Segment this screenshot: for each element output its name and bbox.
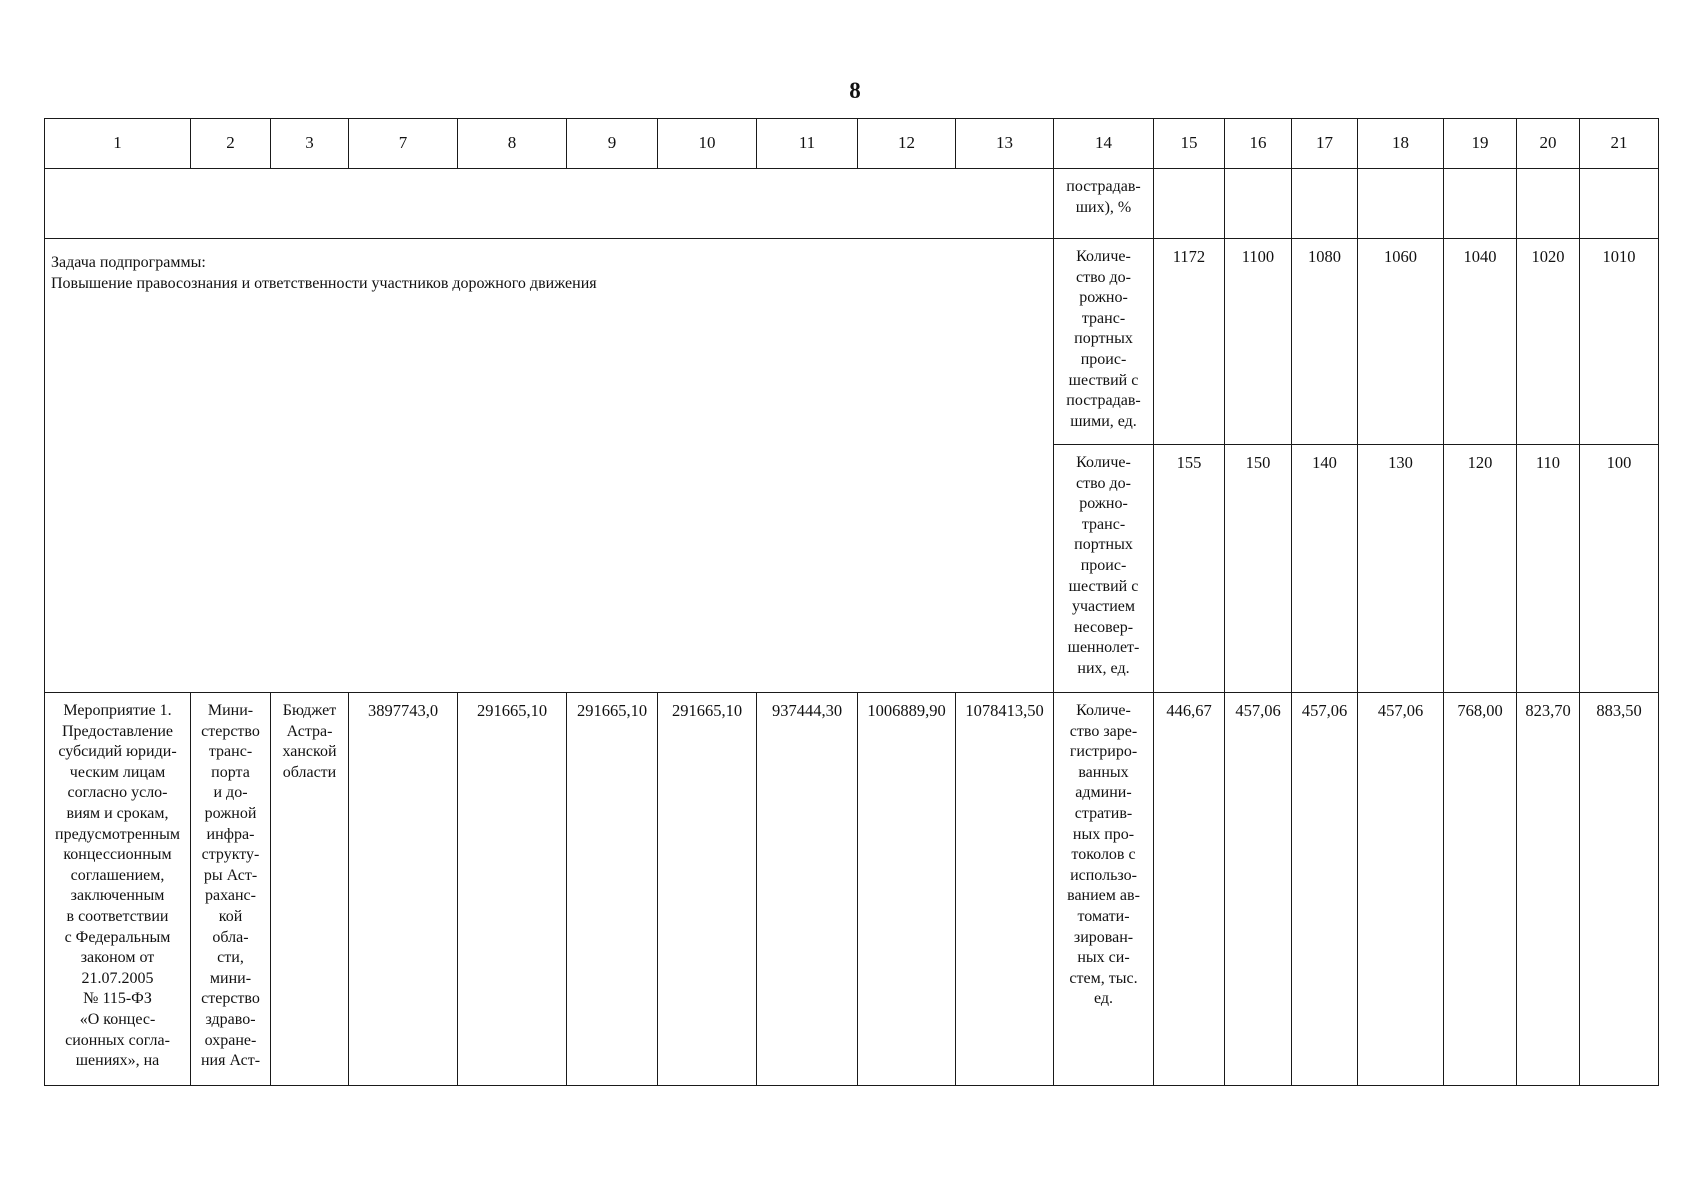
header-cell: 20 — [1517, 119, 1580, 169]
amount-cell: 1078413,50 — [956, 693, 1054, 1086]
value-cell: 120 — [1444, 445, 1517, 693]
value-cell: 155 — [1154, 445, 1225, 693]
header-cell: 13 — [956, 119, 1054, 169]
amount-cell: 291665,10 — [658, 693, 757, 1086]
amount-cell: 291665,10 — [458, 693, 567, 1086]
value-cell: 457,06 — [1225, 693, 1292, 1086]
value-cell: 457,06 — [1358, 693, 1444, 1086]
indicator-cell: Количе- ство до- рожно- транс- портных проис- шествий с участием несовер- шеннолет- них, ед. — [1054, 445, 1154, 693]
header-cell: 15 — [1154, 119, 1225, 169]
header-cell: 21 — [1580, 119, 1659, 169]
header-cell: 18 — [1358, 119, 1444, 169]
header-cell: 3 — [271, 119, 349, 169]
value-cell: 110 — [1517, 445, 1580, 693]
funding-source-cell: Бюджет Астра- ханской области — [271, 693, 349, 1086]
value-cell: 457,06 — [1292, 693, 1358, 1086]
empty-merged-cell — [45, 169, 1054, 239]
value-cell: 883,50 — [1580, 693, 1659, 1086]
indicator-cell: Количе- ство заре- гистриро- ванных админи- стратив- ных про- токолов с использо- ванием ав- томати- зирован- ных си- стем, тыс. ед. — [1054, 693, 1154, 1086]
value-cell: 150 — [1225, 445, 1292, 693]
value-cell: 1100 — [1225, 239, 1292, 445]
header-cell: 11 — [757, 119, 858, 169]
activity-name-cell: Мероприятие 1. Предоставление субсидий юриди- ческим лицам согласно усло- виям и срокам, предусмотренным концессионным соглашением, заключенным в соответствии с Федеральным законом от 21.07.2005 № 115-ФЗ «О концес- сионных согла- шениях», на — [45, 693, 191, 1086]
value-cell: 1010 — [1580, 239, 1659, 445]
header-cell: 7 — [349, 119, 458, 169]
value-cell: 1172 — [1154, 239, 1225, 445]
value-cell: 130 — [1358, 445, 1444, 693]
task-label: Задача подпрограммы: — [51, 254, 206, 271]
indicator-cell: Количе- ство до- рожно- транс- портных проис- шествий с пострадав- шими, ед. — [1054, 239, 1154, 445]
value-cell: 100 — [1580, 445, 1659, 693]
amount-cell: 3897743,0 — [349, 693, 458, 1086]
amount-cell: 291665,10 — [567, 693, 658, 1086]
header-cell: 1 — [45, 119, 191, 169]
indicator-cell: пострадав- ших), % — [1054, 169, 1154, 239]
header-cell: 14 — [1054, 119, 1154, 169]
task-cell — [45, 239, 1054, 693]
value-cell: 1020 — [1517, 239, 1580, 445]
value-cell: 1040 — [1444, 239, 1517, 445]
program-table — [44, 118, 1659, 1086]
value-cell: 140 — [1292, 445, 1358, 693]
header-cell: 17 — [1292, 119, 1358, 169]
continuation-row — [45, 169, 1659, 239]
header-cell: 2 — [191, 119, 271, 169]
task-text: Повышение правосознания и ответственности участников дорожного движения — [51, 274, 597, 292]
header-cell: 8 — [458, 119, 567, 169]
amount-cell: 937444,30 — [757, 693, 858, 1086]
header-row — [45, 119, 1659, 169]
header-cell: 19 — [1444, 119, 1517, 169]
value-cell: 823,70 — [1517, 693, 1580, 1086]
amount-cell: 1006889,90 — [858, 693, 956, 1086]
page-number: 8 — [849, 78, 861, 103]
activity-row — [45, 693, 1659, 1086]
value-cell: 1080 — [1292, 239, 1358, 445]
header-cell: 10 — [658, 119, 757, 169]
task-row — [45, 239, 1659, 445]
executor-cell: Мини- стерство транс- порта и до- рожной инфра- структу- ры Аст- раханс- кой обла- сти, мини- стерство здраво- охране- ния Аст- — [191, 693, 271, 1086]
value-cell: 768,00 — [1444, 693, 1517, 1086]
header-cell: 16 — [1225, 119, 1292, 169]
value-cell: 446,67 — [1154, 693, 1225, 1086]
value-cell: 1060 — [1358, 239, 1444, 445]
header-cell: 9 — [567, 119, 658, 169]
header-cell: 12 — [858, 119, 956, 169]
